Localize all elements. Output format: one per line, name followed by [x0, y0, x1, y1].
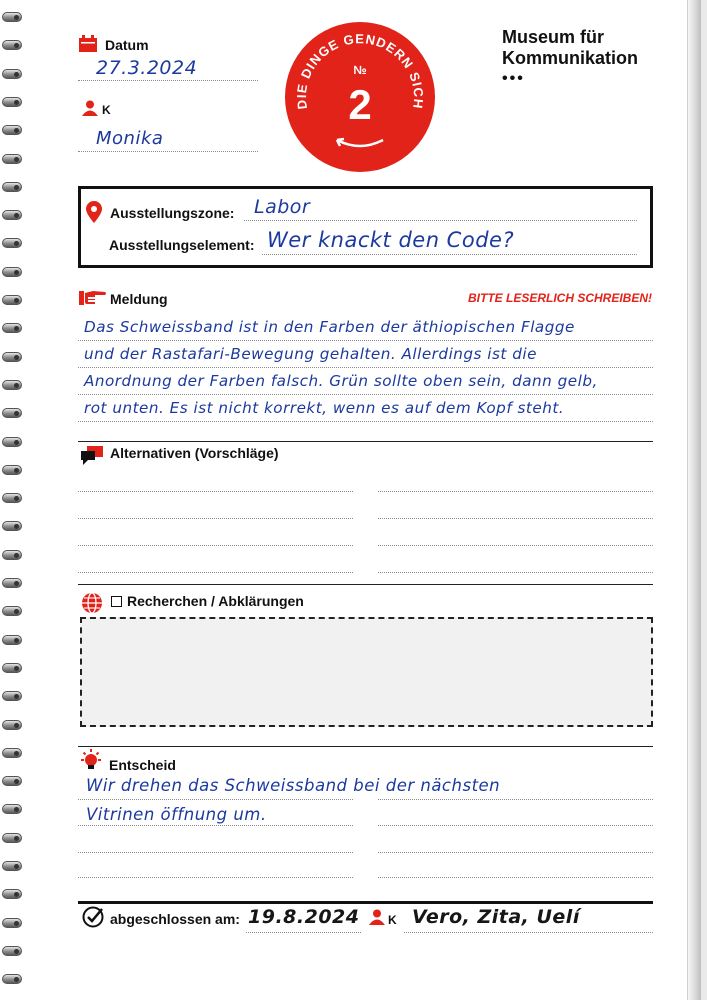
spiral-ring [2, 267, 22, 277]
badge-arc-text: DIE DINGE GENDERN SICH [293, 31, 427, 111]
page-edge [687, 0, 701, 1000]
research-area [80, 617, 653, 727]
writing-line [78, 491, 353, 492]
date-value: 27.3.2024 [96, 57, 198, 79]
spiral-ring [2, 295, 22, 305]
element-value: Wer knackt den Code? [267, 228, 515, 252]
badge-no: № [353, 63, 367, 77]
section-divider [78, 584, 653, 585]
footer-person-value: Vero, Zita, Uelí [412, 906, 580, 928]
spiral-ring [2, 691, 22, 701]
closed-line [246, 932, 361, 933]
spiral-ring [2, 380, 22, 390]
writing-line [378, 518, 653, 519]
spiral-ring [2, 97, 22, 107]
calendar-icon [78, 35, 98, 53]
badge-arrow [337, 140, 383, 146]
writing-line [78, 572, 353, 573]
date-line [78, 80, 258, 81]
handwritten-line: Anordnung der Farben falsch. Grün sollte oben sein, dann gelb, [84, 372, 598, 390]
writing-line [378, 852, 653, 853]
spiral-binding [0, 0, 26, 1000]
pointing-hand-icon [79, 289, 107, 307]
research-title: Recherchen / Abklärungen [127, 593, 304, 609]
badge-number: 2 [348, 81, 372, 128]
writing-line [378, 572, 653, 573]
legibility-warning: BITTE LESERLICH SCHREIBEN! [468, 291, 653, 305]
zone-label: Ausstellungszone: [110, 205, 235, 221]
writing-line [378, 545, 653, 546]
lightbulb-icon [78, 748, 104, 774]
closed-value: 19.8.2024 [248, 906, 360, 928]
writing-line [78, 421, 653, 422]
writing-line [78, 367, 653, 368]
spiral-ring [2, 125, 22, 135]
spiral-ring [2, 748, 22, 758]
report-title: Meldung [110, 291, 168, 307]
spiral-ring [2, 550, 22, 560]
spiral-ring [2, 663, 22, 673]
page-edge-outer [701, 0, 707, 1000]
spiral-ring [2, 521, 22, 531]
writing-line [78, 825, 353, 826]
spiral-ring [2, 40, 22, 50]
spiral-ring [2, 635, 22, 645]
spiral-ring [2, 889, 22, 899]
spiral-ring [2, 210, 22, 220]
zone-line [244, 220, 637, 221]
writing-line [78, 340, 653, 341]
spiral-ring [2, 238, 22, 248]
spiral-ring [2, 804, 22, 814]
museum-name-line1: Museum für [502, 27, 605, 47]
writing-line [378, 799, 653, 800]
exhibition-badge [285, 22, 435, 172]
handwritten-line: rot unten. Es ist nicht korrekt, wenn es auf dem Kopf steht. [84, 399, 565, 417]
writing-line [378, 491, 653, 492]
spiral-ring [2, 408, 22, 418]
writing-line [378, 825, 653, 826]
writing-line [78, 852, 353, 853]
spiral-ring [2, 493, 22, 503]
footer-person-label: K [388, 913, 397, 927]
footer-bar [78, 901, 653, 904]
writing-line [78, 877, 353, 878]
spiral-ring [2, 776, 22, 786]
writing-line [78, 545, 353, 546]
spiral-ring [2, 182, 22, 192]
handwritten-line: und der Rastafari-Bewegung gehalten. Allerdings ist die [84, 345, 537, 363]
writing-line [378, 877, 653, 878]
section-divider [78, 746, 653, 747]
person-icon [369, 909, 385, 925]
globe-icon [81, 592, 103, 614]
spiral-ring [2, 69, 22, 79]
writing-line [78, 518, 353, 519]
spiral-ring [2, 352, 22, 362]
alternatives-title: Alternativen (Vorschläge) [110, 445, 279, 461]
spiral-ring [2, 833, 22, 843]
spiral-ring [2, 861, 22, 871]
writing-line [78, 394, 653, 395]
writing-line [78, 799, 353, 800]
zone-value: Labor [254, 196, 311, 218]
person-label: K [102, 103, 111, 117]
exhibition-box [78, 186, 653, 268]
spiral-ring [2, 720, 22, 730]
speech-bubbles-icon [80, 445, 104, 465]
check-circle-icon [82, 906, 104, 928]
spiral-ring [2, 918, 22, 928]
date-label: Datum [105, 37, 149, 53]
spiral-ring [2, 12, 22, 22]
spiral-ring [2, 946, 22, 956]
section-divider [78, 441, 653, 442]
handwritten-line: Vitrinen öffnung um. [86, 805, 267, 824]
spiral-ring [2, 606, 22, 616]
spiral-ring [2, 437, 22, 447]
closed-label: abgeschlossen am: [110, 911, 240, 927]
footer-person-line [404, 932, 653, 933]
spiral-ring [2, 323, 22, 333]
element-line [262, 254, 637, 255]
decision-title: Entscheid [109, 757, 176, 773]
museum-name [502, 27, 638, 69]
museum-name-line2: Kommunikation [502, 48, 639, 68]
spiral-ring [2, 974, 22, 984]
handwritten-line: Das Schweissband ist in den Farben der äthiopischen Flagge [84, 318, 575, 336]
person-value: Monika [96, 128, 164, 149]
research-checkbox[interactable] [111, 596, 122, 607]
spiral-ring [2, 578, 22, 588]
spiral-ring [2, 154, 22, 164]
person-icon [82, 100, 98, 116]
handwritten-line: Wir drehen das Schweissband bei der nächsten [86, 776, 501, 795]
person-line [78, 151, 258, 152]
element-label: Ausstellungselement: [109, 237, 255, 253]
location-pin-icon [86, 201, 102, 223]
museum-logo-dots: ••• [502, 70, 525, 87]
spiral-ring [2, 465, 22, 475]
